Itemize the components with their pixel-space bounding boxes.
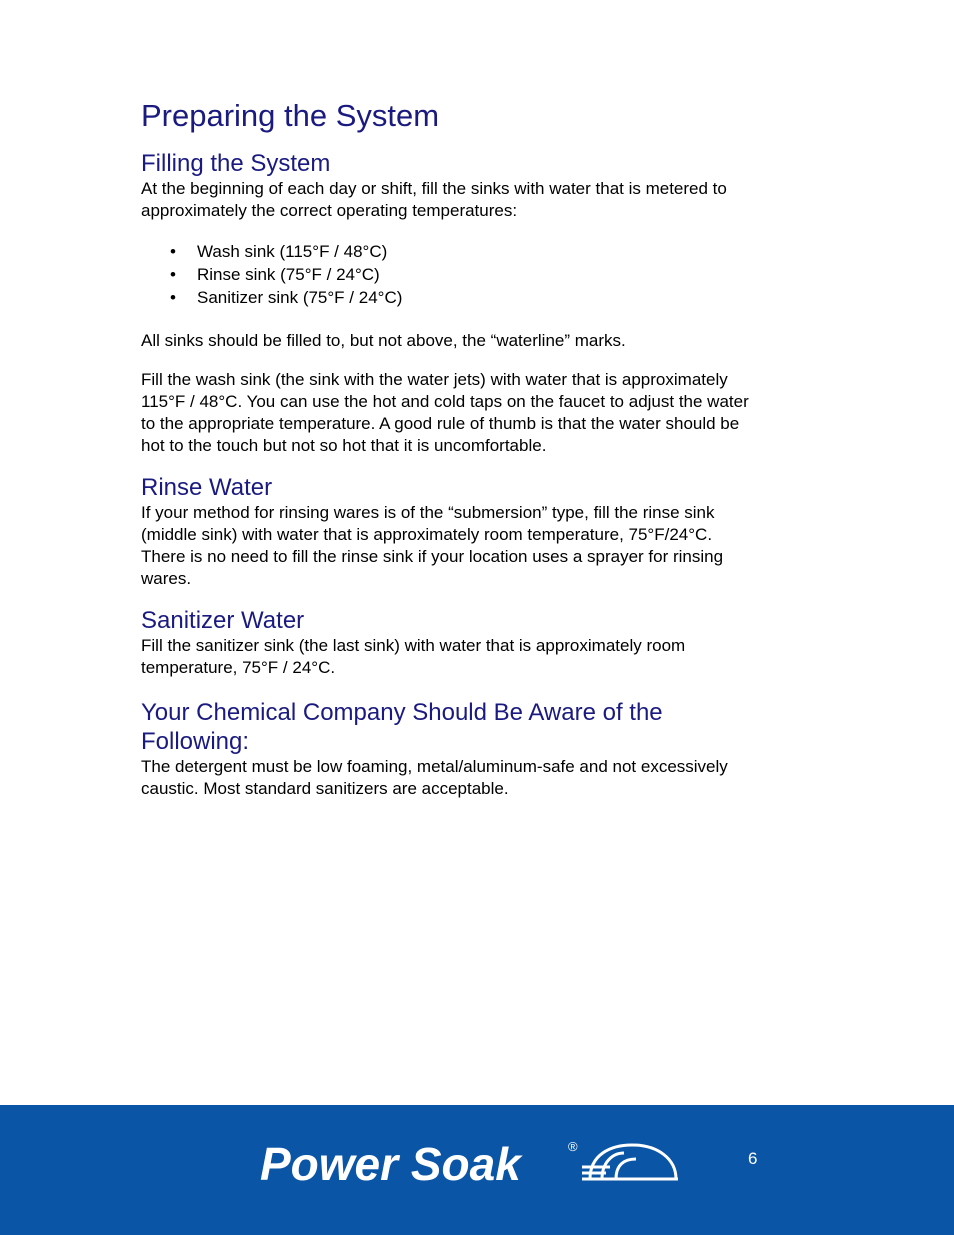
page-title: Preparing the System [141,98,440,133]
paragraph-waterline: All sinks should be filled to, but not above, the “waterline” marks. [141,331,626,350]
registered-mark: ® [568,1139,578,1154]
page-number: 6 [748,1149,758,1168]
logo-wordmark: Power Soak [260,1138,521,1187]
section-heading-chemical: Your Chemical Company Should Be Aware of the Following: [141,699,663,755]
list-item: • Sanitizer sink (75°F / 24°C) [170,288,403,307]
power-soak-logo [260,1135,680,1187]
paragraph-rinse: If your method for rinsing wares is of the “submersion” type, fill the rinse sink (middle sink) with water that is approximately room temperature, 75°F/24°C. There is no need to fill the rinse sink if your location uses a sprayer for rinsing wares. [141,503,724,588]
bullet-icon: • [170,242,176,261]
section-heading-filling: Filling the System [141,150,331,177]
document-body [141,92,756,800]
soak-wave-icon [582,1145,678,1179]
paragraph-wash-sink: Fill the wash sink (the sink with the water jets) with water that is approximately 115°F / 48°C. You can use the hot and cold taps on the faucet to adjust the water to the appropriate temperature. A good rule of thumb is that the water should be hot to the touch but not so hot that it is uncomfortable. [141,370,749,455]
paragraph-filling-intro: At the beginning of each day or shift, fill the sinks with water that is metered to approximately the correct operating temperatures: [141,179,727,220]
section-heading-sanitizer: Sanitizer Water [141,607,305,634]
footer-bar [0,1105,954,1235]
sink-temperature-list [141,240,756,309]
bullet-icon: • [170,265,176,284]
paragraph-chemical: The detergent must be low foaming, metal/aluminum-safe and not excessively caustic. Most standard sanitizers are acceptable. [141,757,728,798]
list-item: • Wash sink (115°F / 48°C) [170,242,388,261]
section-heading-rinse: Rinse Water [141,474,273,501]
list-item: • Rinse sink (75°F / 24°C) [170,265,380,284]
bullet-icon: • [170,288,176,307]
paragraph-sanitizer: Fill the sanitizer sink (the last sink) with water that is approximately room temperature, 75°F / 24°C. [141,636,686,677]
